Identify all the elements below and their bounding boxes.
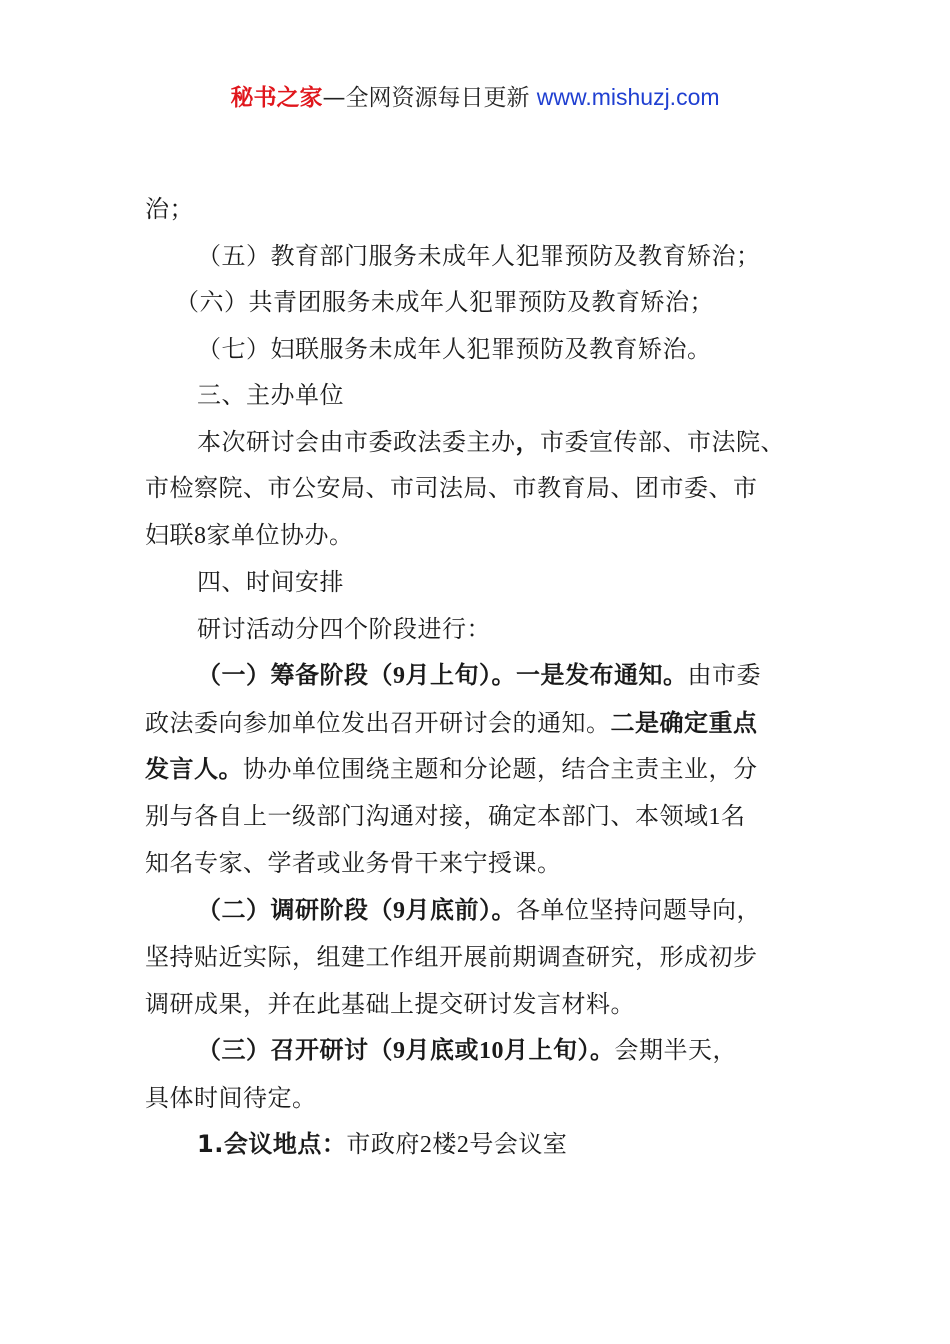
header-slogan: —全网资源每日更新 — [322, 85, 530, 111]
text-line: 治； — [145, 195, 194, 223]
stage-one-heading: （一）筹备阶段（9月上旬）。一是发布通知。由市委 — [197, 661, 761, 689]
list-item-seven: （七）妇联服务未成年人犯罪预防及教育矫治。 — [197, 334, 712, 363]
paragraph-line: 政法委向参加单位发出召开研讨会的通知。二是确定重点 — [145, 708, 758, 737]
paragraph-line: 调研成果，并在此基础上提交研讨发言材料。 — [145, 989, 635, 1018]
meeting-location-line: 1.会议地点：市政府2楼2号会议室 — [197, 1130, 568, 1158]
paragraph-line: 别与各自上一级部门沟通对接，确定本部门、本领域1名 — [145, 801, 746, 830]
site-header — [0, 80, 950, 115]
brand-name: 秘书之家 — [230, 85, 323, 111]
section-heading-organizer: 三、主办单位 — [197, 381, 344, 409]
paragraph-line: 坚持贴近实际，组建工作组开展前期调查研究，形成初步 — [145, 943, 758, 971]
section-heading-schedule: 四、时间安排 — [197, 568, 344, 596]
paragraph-line: 市检察院、市公安局、市司法局、市教育局、团市委、市 — [145, 474, 758, 502]
stage-three-heading: （三）召开研讨（9月底或10月上旬）。会期半天， — [197, 1036, 737, 1064]
paragraph-line: 知名专家、学者或业务骨干来宁授课。 — [145, 849, 562, 877]
stage-two-heading: （二）调研阶段（9月底前）。各单位坚持问题导向， — [197, 895, 761, 924]
paragraph-line: 具体时间待定。 — [145, 1083, 317, 1112]
paragraph-line: 研讨活动分四个阶段进行： — [197, 614, 491, 643]
document-body — [145, 186, 810, 1169]
site-url-link[interactable]: www.mishuzj.com — [536, 84, 720, 110]
list-item-five: （五）教育部门服务未成年人犯罪预防及教育矫治； — [197, 241, 761, 270]
paragraph-line: 发言人。协办单位围绕主题和分论题，结合主责主业，分 — [145, 755, 758, 783]
paragraph-line: 妇联8家单位协办。 — [145, 520, 354, 549]
list-item-six: （六）共青团服务未成年人犯罪预防及教育矫治； — [175, 288, 714, 316]
paragraph-line: 本次研讨会由市委政法委主办，市委宣传部、市法院、 — [197, 427, 785, 456]
